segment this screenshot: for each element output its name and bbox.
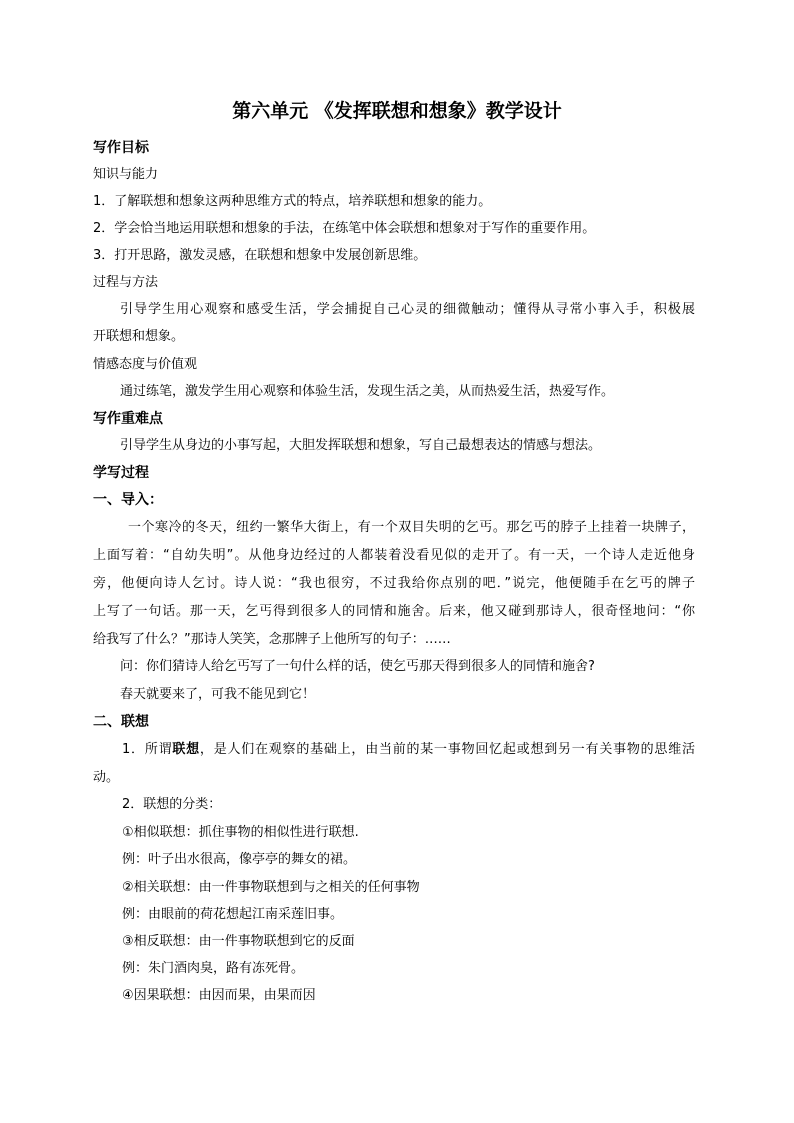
process-paragraph: 引导学生用心观察和感受生活，学会捕捉自己心灵的细微触动；懂得从寻常小事入手，积极展 bbox=[120, 302, 695, 317]
example-related: 例：由眼前的荷花想起江南采莲旧事。 bbox=[122, 907, 344, 922]
association-types-heading: 2．联想的分类： bbox=[122, 797, 222, 812]
subheading-attitude: 情感态度与价值观 bbox=[93, 357, 198, 372]
process-paragraph-cont: 开联想和想象。 bbox=[93, 329, 185, 344]
heading-writing-goals: 写作目标 bbox=[93, 140, 149, 156]
subheading-process: 过程与方法 bbox=[93, 275, 159, 290]
section-association-heading: 二、联想 bbox=[93, 714, 149, 730]
example-similar: 例：叶子出水很高，像亭亭的舞女的裙。 bbox=[122, 852, 357, 867]
type-opposite: ③相反联想：由一件事物联想到它的反面 bbox=[122, 934, 355, 949]
section-intro-heading: 一、导入： bbox=[93, 492, 163, 508]
goal-item-1: 1．了解联想和想象这两种思维方式的特点，培养联想和想象的能力。 bbox=[93, 194, 492, 209]
story-line-5: 给我写了什么？”那诗人笑笑，念那牌子上他所写的句子：…… bbox=[93, 632, 451, 647]
goal-item-2: 2．学会恰当地运用联想和想象的手法，在练笔中体会联想和想象对于写作的重要作用。 bbox=[93, 221, 596, 236]
story-line-2: 上面写着：“自幼失明”。从他身边经过的人都装着没看见似的走开了。有一天，一个诗人走近他身 bbox=[93, 548, 695, 563]
goal-item-3: 3．打开思路，激发灵感，在联想和想象中发展创新思维。 bbox=[93, 248, 427, 263]
association-term: 联想 bbox=[172, 742, 200, 757]
answer-line: 春天就要来了，可我不能见到它！ bbox=[120, 687, 316, 702]
key-points-paragraph: 引导学生从身边的小事写起，大胆发挥联想和想象，写自己最想表达的情感与想法。 bbox=[120, 438, 602, 453]
heading-key-points: 写作重难点 bbox=[93, 411, 163, 427]
type-causal: ④因果联想：由因而果，由果而因 bbox=[122, 988, 316, 1003]
story-line-4: 上写了一句话。那一天，乞丐得到很多人的同情和施舍。后来，他又碰到那诗人，很奇怪地问：“你 bbox=[93, 604, 695, 619]
example-opposite: 例：朱门酒肉臭，路有冻死骨。 bbox=[122, 961, 305, 976]
story-line-3: 旁，他便向诗人乞讨。诗人说：“我也很穷，不过我给你点别的吧．”说完，他便随手在乞丐的牌子 bbox=[93, 576, 695, 591]
type-similar: ①相似联想：抓住事物的相似性进行联想. bbox=[122, 825, 359, 840]
story-line-1: 一个寒冷的冬天，纽约一繁华大街上，有一个双目失明的乞丐。那乞丐的脖子上挂着一块牌子， bbox=[128, 520, 695, 535]
association-definition-cont: 动。 bbox=[93, 770, 120, 785]
association-definition: 1．所谓联想，是人们在观察的基础上，由当前的某一事物回忆起或想到另一有关事物的思维活 bbox=[122, 742, 695, 757]
question-line: 问：你们猜诗人给乞丐写了一句什么样的话，使乞丐那天得到很多人的同情和施舍? bbox=[120, 659, 595, 674]
subheading-knowledge: 知识与能力 bbox=[93, 167, 159, 182]
page-title: 第六单元 《发挥联想和想象》教学设计 bbox=[232, 100, 562, 122]
heading-learning-process: 学写过程 bbox=[93, 465, 149, 481]
type-related: ②相关联想：由一件事物联想到与之相关的任何事物 bbox=[122, 880, 420, 895]
attitude-paragraph: 通过练笔，激发学生用心观察和体验生活，发现生活之美，从而热爱生活，热爱写作。 bbox=[120, 384, 615, 399]
